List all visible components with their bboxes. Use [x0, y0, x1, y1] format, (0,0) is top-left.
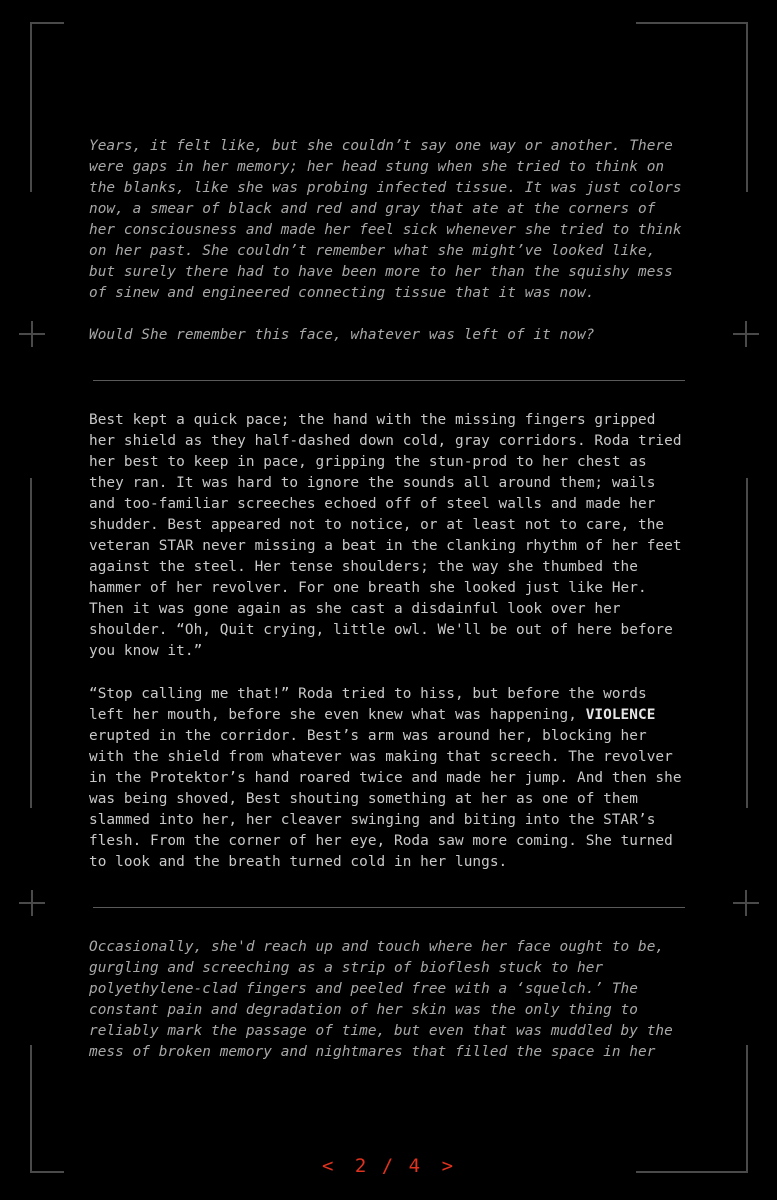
crosshair-icon	[19, 890, 45, 916]
frame-corner-top-left	[30, 22, 64, 192]
story-paragraph-3: Best kept a quick pace; the hand with the missing fingers gripped her shield as they half-dashed down cold, gray corridors. Roda tried her best to keep in pace, gripping the stun-prod to her chest as they ran. It was hard to ignore the sounds all around them; wails and too-familiar screeches echoed off of steel walls and made her shudder. Best appeared not to notice, or at least not to care, the veteran STAR never missing a beat in the clanking rhythm of her feet against the steel. Her tense shoulders; the way she thumbed the hammer of her revolver. For one breath she looked just like Her. Then it was gone again as she cast a disdainful look over her shoulder. “Oh, Quit crying, little owl. We'll be out of here before you know it.”	[89, 412, 682, 659]
current-page: 2	[354, 1155, 369, 1177]
total-pages: 4	[408, 1155, 423, 1177]
story-paragraph-5: Occasionally, she'd reach up and touch where her face ought to be, gurgling and screeching as a strip of bioflesh stuck to her polyethylene-clad fingers and peeled free with a ‘squelch.’ The constant pain and degradation of her skin was the only thing to reliably mark the passage of time, but even that was muddled by the mess of broken memory and nightmares that filled the space in her	[89, 939, 673, 1060]
crosshair-icon	[19, 321, 45, 347]
story-paragraph-2: Would She remember this face, whatever was left of it now?	[89, 327, 595, 343]
story-paragraph-1: Years, it felt like, but she couldn’t say one way or another. There were gaps in her memory; her head stung when she tried to think on the blanks, like she was probing infected tissue. It was just colors now, a smear of black and red and gray that ate at the corners of her consciousness and made her feel sick whenever she tried to think on her past. She couldn’t remember what she might’ve looked like, but surely there had to have been more to her than the squishy mess of sinew and engineered connecting tissue that it was now.	[89, 138, 682, 301]
frame-side-left	[30, 478, 32, 808]
story-paragraph-4-end: erupted in the corridor. Best’s arm was around her, blocking her with the shield from whatever was making that screech. The revolver in the Protektor’s hand roared twice and made her jump. And then she was being shoved, Best shouting something at her as one of them slammed into her, her cleaver swinging and biting into the STAR’s flesh. From the corner of her eye, Roda saw more coming. She turned to look and the breath turned cold in her lungs.	[89, 728, 682, 870]
story-paragraph-4	[89, 684, 699, 873]
frame-corner-bottom-left	[30, 1045, 64, 1173]
section-divider	[93, 380, 685, 381]
pagination	[0, 1155, 777, 1177]
prev-page-button[interactable]: <	[321, 1155, 336, 1177]
crosshair-icon	[733, 321, 759, 347]
emphasis-violence: VIOLENCE	[585, 707, 656, 723]
next-page-button[interactable]: >	[441, 1155, 456, 1177]
page-separator: /	[381, 1155, 396, 1177]
story-paragraph-4-start: “Stop calling me that!” Roda tried to hiss, but before the words left her mouth, before she even knew what was happening,	[89, 686, 647, 723]
section-divider	[93, 907, 685, 908]
frame-corner-bottom-right	[636, 1045, 748, 1173]
crosshair-icon	[733, 890, 759, 916]
frame-side-right	[746, 478, 748, 808]
